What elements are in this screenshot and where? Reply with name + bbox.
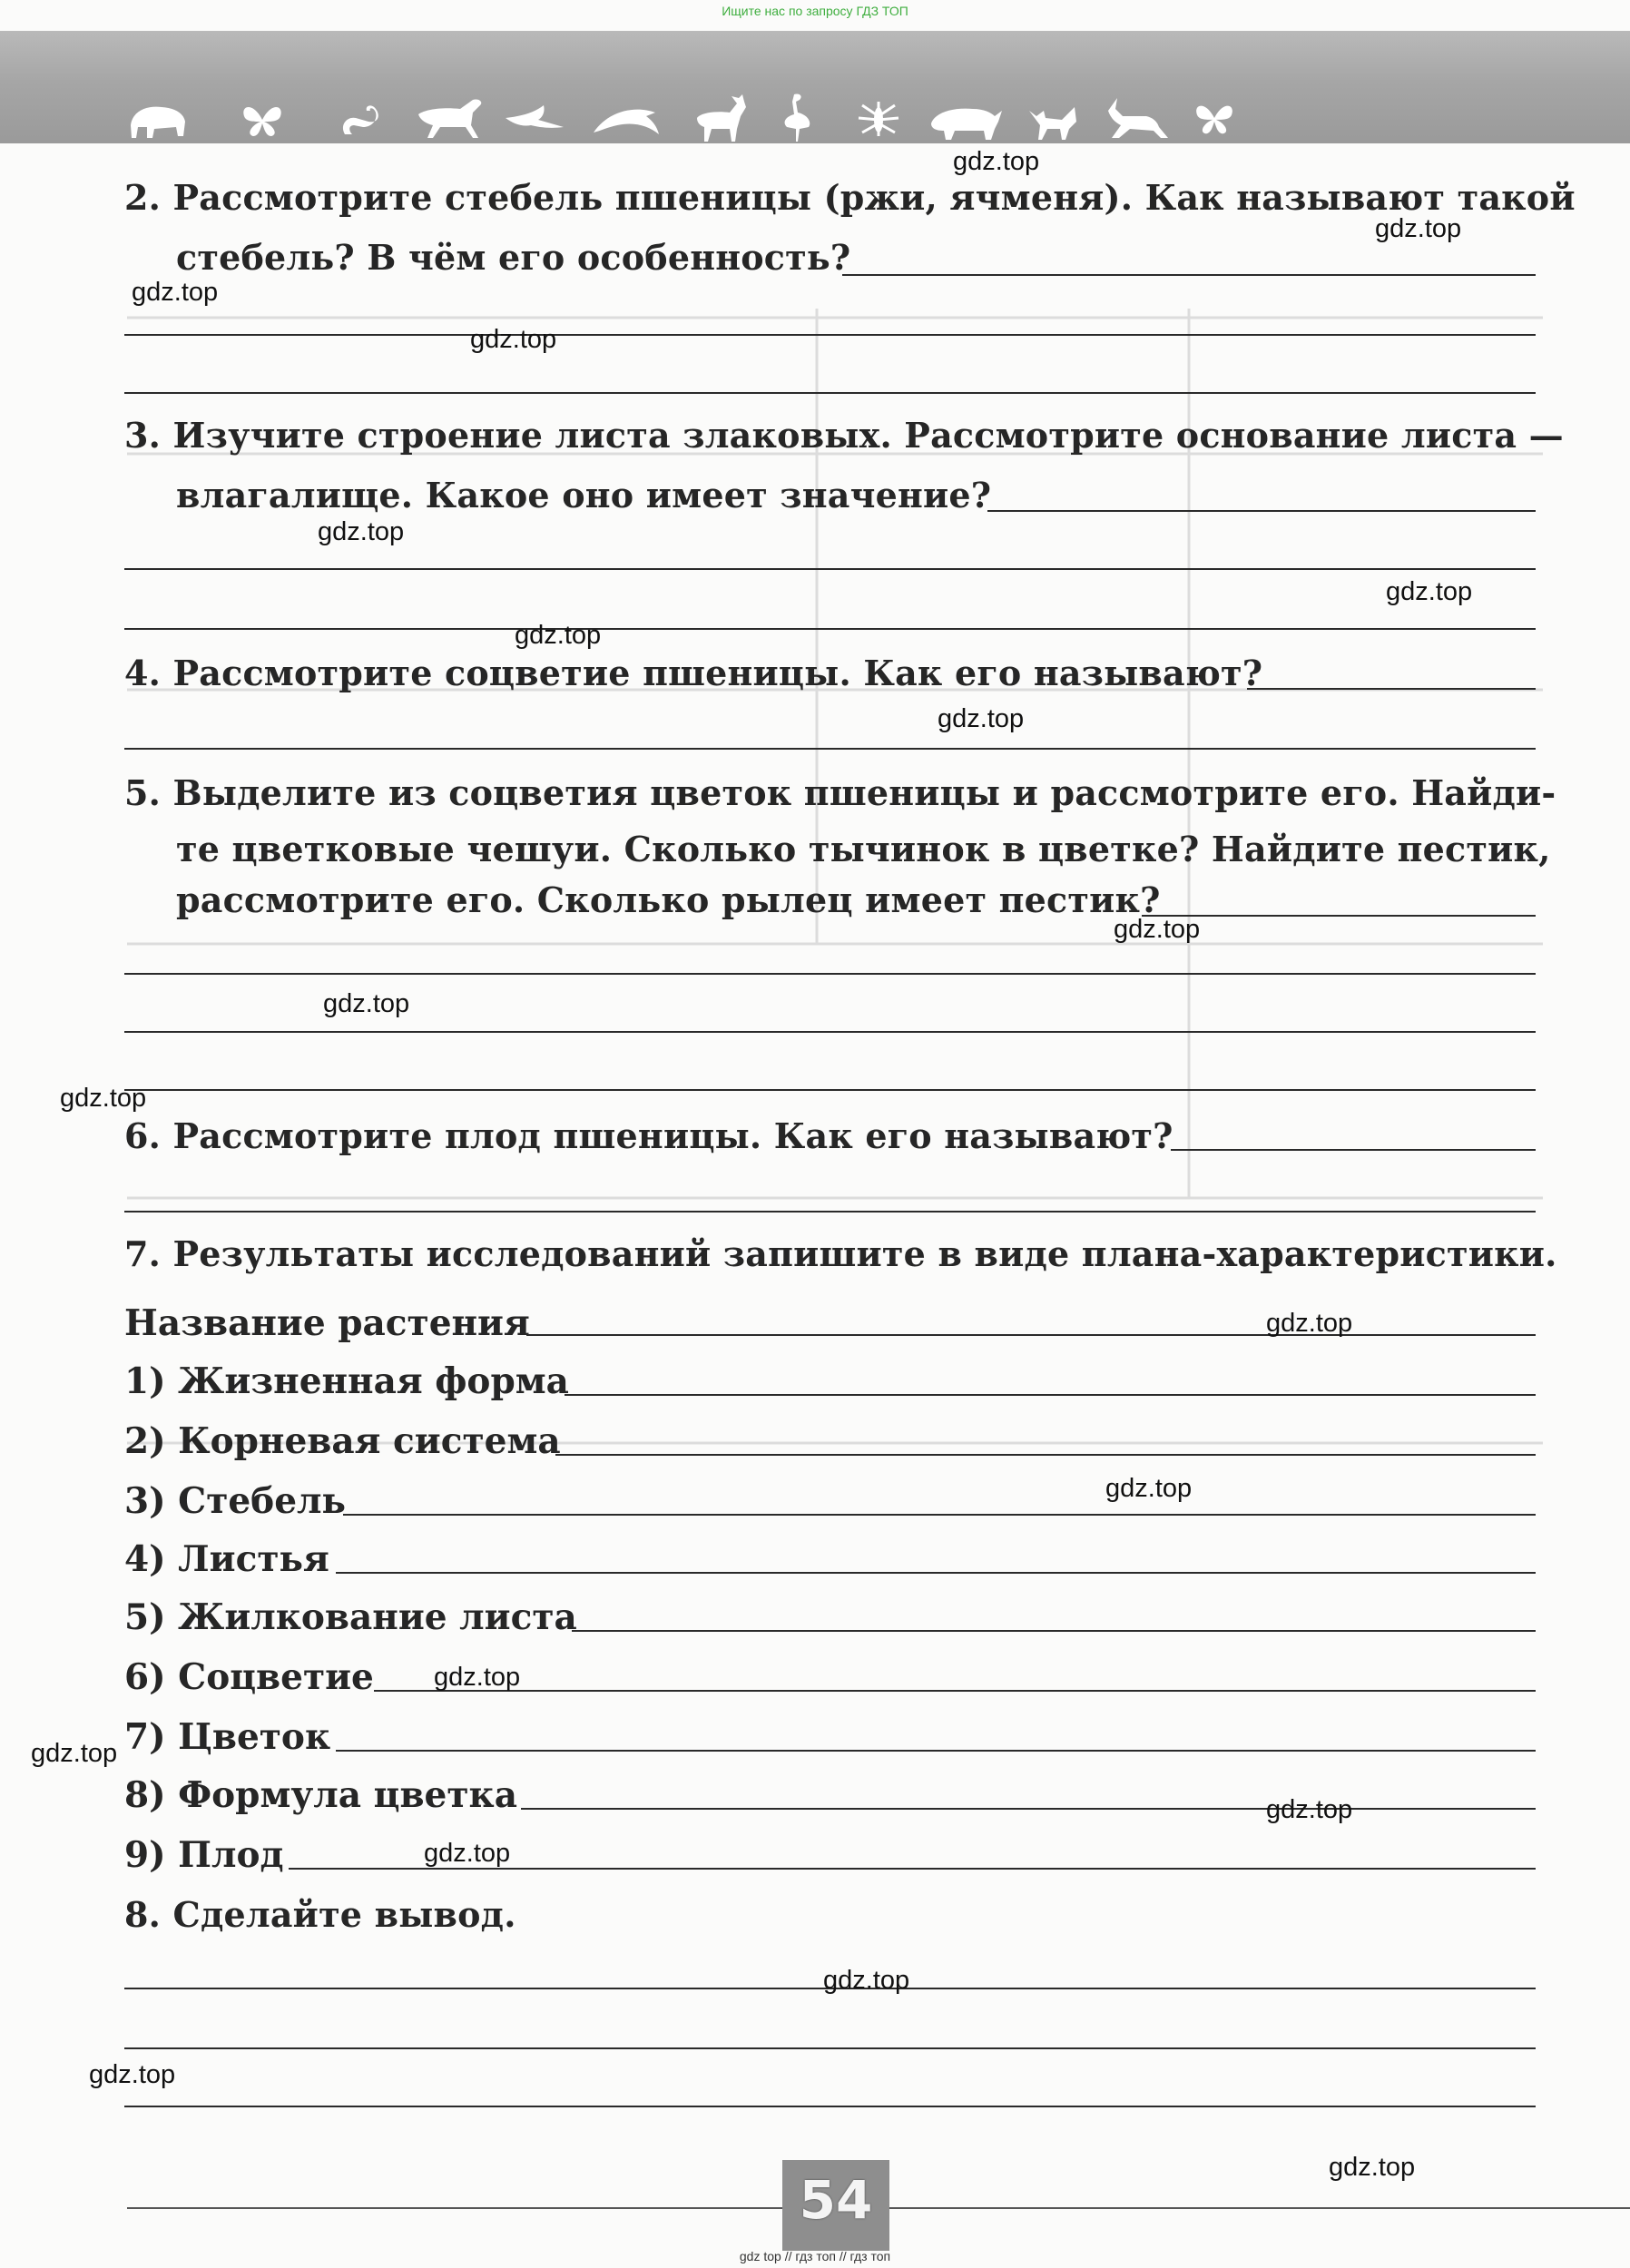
answer-line — [572, 1630, 1536, 1632]
question-8 — [124, 1888, 516, 1942]
moose-icon — [690, 93, 750, 143]
plan-item: 6) Соцветие — [124, 1656, 374, 1698]
watermark: gdz.top — [1266, 1795, 1353, 1824]
top-note: Ищите нас по запросу ГДЗ ТОП — [722, 4, 908, 18]
question-text: Рассмотрите соцветие пшеницы. Как его называют? — [172, 653, 1263, 693]
answer-line — [521, 1808, 1536, 1810]
bottom-note: gdz top // гдз топ // гдз топ — [739, 2249, 891, 2263]
watermark: gdz.top — [515, 621, 602, 650]
answer-line — [526, 1334, 1536, 1336]
page-number: 54 — [799, 2169, 873, 2231]
question-text: Рассмотрите стебель пшеницы (ржи, ячменя). Как называют такой — [172, 177, 1576, 218]
question-3-line-2: влагалище. Какое оно имеет значение? — [176, 475, 992, 515]
question-number: 2. — [124, 177, 162, 218]
bird-icon — [504, 100, 567, 136]
question-text: Выделите из соцветия цветок пшеницы и рассмотрите его. Найди- — [172, 772, 1556, 813]
answer-line — [124, 568, 1536, 570]
butterfly-icon — [241, 102, 284, 138]
question-5-line-2: те цветковые чешуи. Сколько тычинок в цветке? Найдите пестик, — [176, 829, 1551, 869]
answer-line — [336, 1750, 1536, 1752]
dolphin-icon — [590, 100, 663, 140]
question-2 — [124, 171, 1576, 225]
answer-line — [124, 628, 1536, 630]
question-7 — [124, 1227, 1557, 1281]
watermark: gdz.top — [1114, 915, 1201, 944]
answer-line — [1171, 1149, 1536, 1151]
question-text: Сделайте вывод. — [172, 1894, 516, 1935]
footer-rule-left — [127, 2207, 782, 2209]
watermark: gdz.top — [1375, 214, 1462, 243]
rhino-icon — [926, 98, 1004, 142]
question-5-line-3: рассмотрите его. Сколько рылец имеет пестик? — [176, 879, 1161, 920]
question-number: 8. — [124, 1894, 162, 1935]
answer-line — [124, 2047, 1536, 2049]
page-number-box — [782, 2160, 889, 2251]
plan-item: 8) Формула цветка — [124, 1774, 517, 1816]
question-5 — [124, 766, 1556, 820]
question-2-line-2: стебель? В чём его особенность? — [176, 237, 851, 278]
answer-line — [124, 334, 1536, 336]
question-text: Результаты исследований запишите в виде плана-характеристики. — [172, 1233, 1557, 1274]
answer-line — [124, 2106, 1536, 2107]
watermark: gdz.top — [318, 517, 405, 546]
watermark: gdz.top — [1266, 1309, 1353, 1338]
question-number: 3. — [124, 415, 162, 456]
answer-line — [374, 1690, 1536, 1692]
watermark: gdz.top — [89, 2060, 176, 2089]
question-text: Рассмотрите плод пшеницы. Как его называют? — [172, 1115, 1173, 1156]
answer-line — [124, 392, 1536, 394]
answer-line — [343, 1514, 1536, 1516]
plan-item: 3) Стебель — [124, 1480, 346, 1522]
answer-line — [124, 973, 1536, 975]
plan-title: Название растения — [124, 1302, 530, 1344]
watermark: gdz.top — [1329, 2153, 1416, 2182]
watermark: gdz.top — [323, 989, 410, 1018]
question-3 — [124, 408, 1564, 463]
watermark: gdz.top — [31, 1739, 118, 1768]
watermark: gdz.top — [1386, 577, 1473, 606]
question-6 — [124, 1109, 1173, 1163]
plan-item: 4) Листья — [124, 1538, 329, 1580]
plan-item: 2) Корневая система — [124, 1420, 561, 1462]
question-number: 5. — [124, 772, 162, 813]
watermark: gdz.top — [938, 704, 1025, 733]
fox-icon — [1026, 94, 1080, 142]
question-number: 7. — [124, 1233, 162, 1274]
plan-item: 9) Плод — [124, 1834, 284, 1876]
answer-line — [842, 274, 1536, 276]
answer-line — [565, 1394, 1536, 1396]
watermark: gdz.top — [470, 325, 557, 354]
watermark: gdz.top — [132, 278, 219, 307]
answer-line — [555, 1454, 1536, 1456]
watermark: gdz.top — [953, 147, 1040, 176]
scorpion-icon — [336, 98, 385, 138]
watermark: gdz.top — [424, 1839, 511, 1868]
butterfly-icon — [1193, 100, 1235, 136]
watermark: gdz.top — [1105, 1474, 1193, 1503]
horse-icon — [413, 94, 495, 142]
footer-rule-right — [889, 2207, 1630, 2209]
antelope-icon — [1103, 93, 1172, 143]
animal-silhouettes — [118, 91, 1534, 145]
watermark: gdz.top — [60, 1084, 147, 1113]
answer-line — [124, 748, 1536, 750]
answer-line — [336, 1572, 1536, 1574]
question-text: Изучите строение листа злаковых. Рассмотрите основание листа — — [172, 415, 1564, 456]
question-number: 6. — [124, 1115, 162, 1156]
answer-line — [987, 510, 1536, 512]
answer-line — [124, 1031, 1536, 1033]
watermark: gdz.top — [823, 1966, 910, 1995]
answer-line — [1142, 915, 1536, 917]
watermark: gdz.top — [434, 1663, 521, 1692]
plan-item: 1) Жизненная форма — [124, 1360, 569, 1402]
insect-icon — [853, 96, 904, 140]
question-number: 4. — [124, 653, 162, 693]
heron-icon — [776, 91, 816, 143]
answer-line — [124, 1211, 1536, 1213]
question-4 — [124, 646, 1262, 701]
plan-item: 5) Жилкование листа — [124, 1596, 577, 1638]
answer-line — [1247, 688, 1536, 690]
plan-item: 7) Цветок — [124, 1716, 331, 1758]
bison-icon — [127, 100, 191, 140]
answer-line — [124, 1089, 1536, 1091]
